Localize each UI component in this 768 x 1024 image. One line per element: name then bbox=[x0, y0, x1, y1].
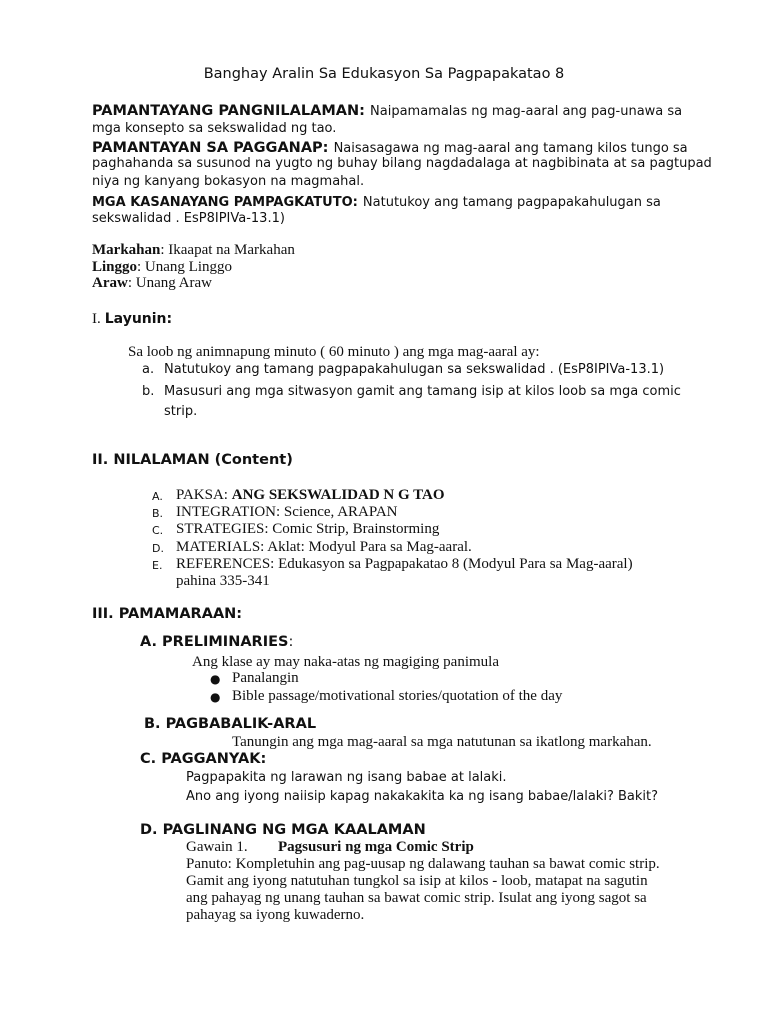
nilalaman-item-a-marker: A. bbox=[152, 490, 163, 503]
preliminaries-colon: : bbox=[288, 634, 294, 650]
preliminaries-intro: Ang klase ay may naka-atas ng magiging panimula bbox=[192, 654, 499, 670]
paksa-value: ANG SEKSWALIDAD N G TAO bbox=[231, 487, 445, 503]
nilalaman-item-c: STRATEGIES: Comic Strip, Brainstorming bbox=[176, 521, 440, 537]
pamantayan-sa-pagganap-cont-1: paghahanda sa susunod na yugto ng buhay bilang nagdadalaga at nagbibinata at sa pagtupad bbox=[92, 156, 712, 171]
layunin-item-b-cont: strip. bbox=[164, 404, 198, 419]
pagganyak-line-2: Ano ang iyong naiisip kapag nakakakita ka ng isang babae/lalaki? Bakit? bbox=[186, 789, 658, 804]
markahan-value: : Ikaapat na Markahan bbox=[160, 242, 295, 258]
paglinang-line-3: ang pahayag ng unang tauhan sa bawat comic strip. Isulat ang iyong sagot sa bbox=[186, 890, 647, 906]
nilalaman-item-b-marker: B. bbox=[152, 507, 164, 520]
preliminaries-label: A. PRELIMINARIES bbox=[140, 634, 289, 650]
bullet-icon: ● bbox=[210, 690, 221, 704]
pamantayang-pangnilalaman-text: Naipamamalas ng mag-aaral ang pag-unawa sa bbox=[370, 104, 683, 119]
preliminaries-heading bbox=[140, 634, 293, 650]
bullet-icon: ● bbox=[210, 672, 221, 686]
pamantayang-pangnilalaman-label: PAMANTAYANG PANGNILALAMAN: bbox=[92, 103, 365, 119]
pamantayan-sa-pagganap-cont-2: niya ng kanyang bokasyon na magmahal. bbox=[92, 174, 365, 189]
preliminaries-bullet-1: Panalangin bbox=[232, 670, 299, 686]
layunin-item-b: Masusuri ang mga sitwasyon gamit ang tamang isip at kilos loob sa mga comic bbox=[164, 384, 681, 399]
layunin-heading bbox=[92, 310, 172, 328]
araw-label: Araw bbox=[92, 275, 128, 291]
paglinang-line-4: pahayag sa iyong kuwaderno. bbox=[186, 907, 365, 923]
gawain-title: Pagsusuri ng mga Comic Strip bbox=[278, 839, 474, 855]
pagbabalik-aral-heading: B. PAGBABALIK-ARAL bbox=[144, 716, 317, 732]
layunin-label: Layunin: bbox=[104, 311, 173, 327]
linggo-line bbox=[92, 259, 232, 276]
nilalaman-item-c-marker: C. bbox=[152, 524, 164, 537]
paksa-label: PAKSA: bbox=[176, 487, 232, 503]
gawain-label: Gawain 1. bbox=[186, 839, 248, 855]
nilalaman-item-e: REFERENCES: Edukasyon sa Pagpapakatao 8 (Modyul Para sa Mag-aaral) bbox=[176, 556, 633, 572]
layunin-item-b-marker: b. bbox=[142, 384, 155, 399]
nilalaman-item-a bbox=[176, 487, 445, 504]
araw-line bbox=[92, 275, 212, 292]
nilalaman-item-e-marker: E. bbox=[152, 559, 163, 572]
nilalaman-item-b: INTEGRATION: Science, ARAPAN bbox=[176, 504, 398, 520]
markahan-label: Markahan bbox=[92, 242, 161, 258]
layunin-intro: Sa loob ng animnapung minuto ( 60 minuto ) ang mga mag-aaral ay: bbox=[128, 344, 540, 360]
pamantayang-pangnilalaman-cont: mga konsepto sa sekswalidad ng tao. bbox=[92, 121, 337, 136]
pamantayan-sa-pagganap-text: Naisasagawa ng mag-aaral ang tamang kilos tungo sa bbox=[333, 141, 688, 156]
pagganyak-line-1: Pagpapakita ng larawan ng isang babae at lalaki. bbox=[186, 770, 507, 785]
pamantayan-sa-pagganap-label: PAMANTAYAN SA PAGGANAP: bbox=[92, 140, 329, 156]
nilalaman-item-e-cont: pahina 335-341 bbox=[176, 573, 270, 589]
pamamaraan-heading: III. PAMAMARAAN: bbox=[92, 606, 243, 622]
preliminaries-bullet-2: Bible passage/motivational stories/quotation of the day bbox=[232, 688, 563, 704]
linggo-value: : Unang Linggo bbox=[137, 259, 233, 275]
araw-value: : Unang Araw bbox=[127, 275, 212, 291]
layunin-item-a-marker: a. bbox=[142, 362, 155, 377]
nilalaman-heading: II. NILALAMAN (Content) bbox=[92, 452, 293, 468]
paglinang-line-1: Panuto: Kompletuhin ang pag-uusap ng dalawang tauhan sa bawat comic strip. bbox=[186, 856, 660, 872]
kasanayang-pampagkatuto bbox=[92, 191, 661, 210]
nilalaman-item-d-marker: D. bbox=[152, 542, 164, 555]
pamantayang-pangnilalaman bbox=[92, 100, 682, 119]
nilalaman-item-d: MATERIALS: Aklat: Modyul Para sa Mag-aaral. bbox=[176, 539, 472, 555]
pagganyak-heading: C. PAGGANYAK: bbox=[140, 751, 267, 767]
paglinang-line-2: Gamit ang iyong natutuhan tungkol sa isip at kilos - loob, matapat na sagutin bbox=[186, 873, 648, 889]
kasanayang-pampagkatuto-text: Natutukoy ang tamang pagpapakahulugan sa bbox=[362, 195, 661, 210]
kasanayang-pampagkatuto-label: MGA KASANAYANG PAMPAGKATUTO: bbox=[92, 195, 358, 210]
kasanayang-pampagkatuto-cont: sekswalidad . EsP8IPIVa-13.1) bbox=[92, 211, 285, 226]
layunin-item-a: Natutukoy ang tamang pagpapakahulugan sa sekswalidad . (EsP8IPIVa-13.1) bbox=[164, 362, 665, 377]
document-title: Banghay Aralin Sa Edukasyon Sa Pagpapakatao 8 bbox=[203, 66, 565, 82]
pamantayan-sa-pagganap bbox=[92, 137, 688, 156]
paglinang-heading: D. PAGLINANG NG MGA KAALAMAN bbox=[140, 822, 426, 838]
pagbabalik-aral-text: Tanungin ang mga mag-aaral sa mga natutunan sa ikatlong markahan. bbox=[232, 734, 652, 750]
markahan-line bbox=[92, 242, 295, 259]
linggo-label: Linggo bbox=[92, 259, 138, 275]
layunin-number: I. bbox=[92, 311, 101, 327]
